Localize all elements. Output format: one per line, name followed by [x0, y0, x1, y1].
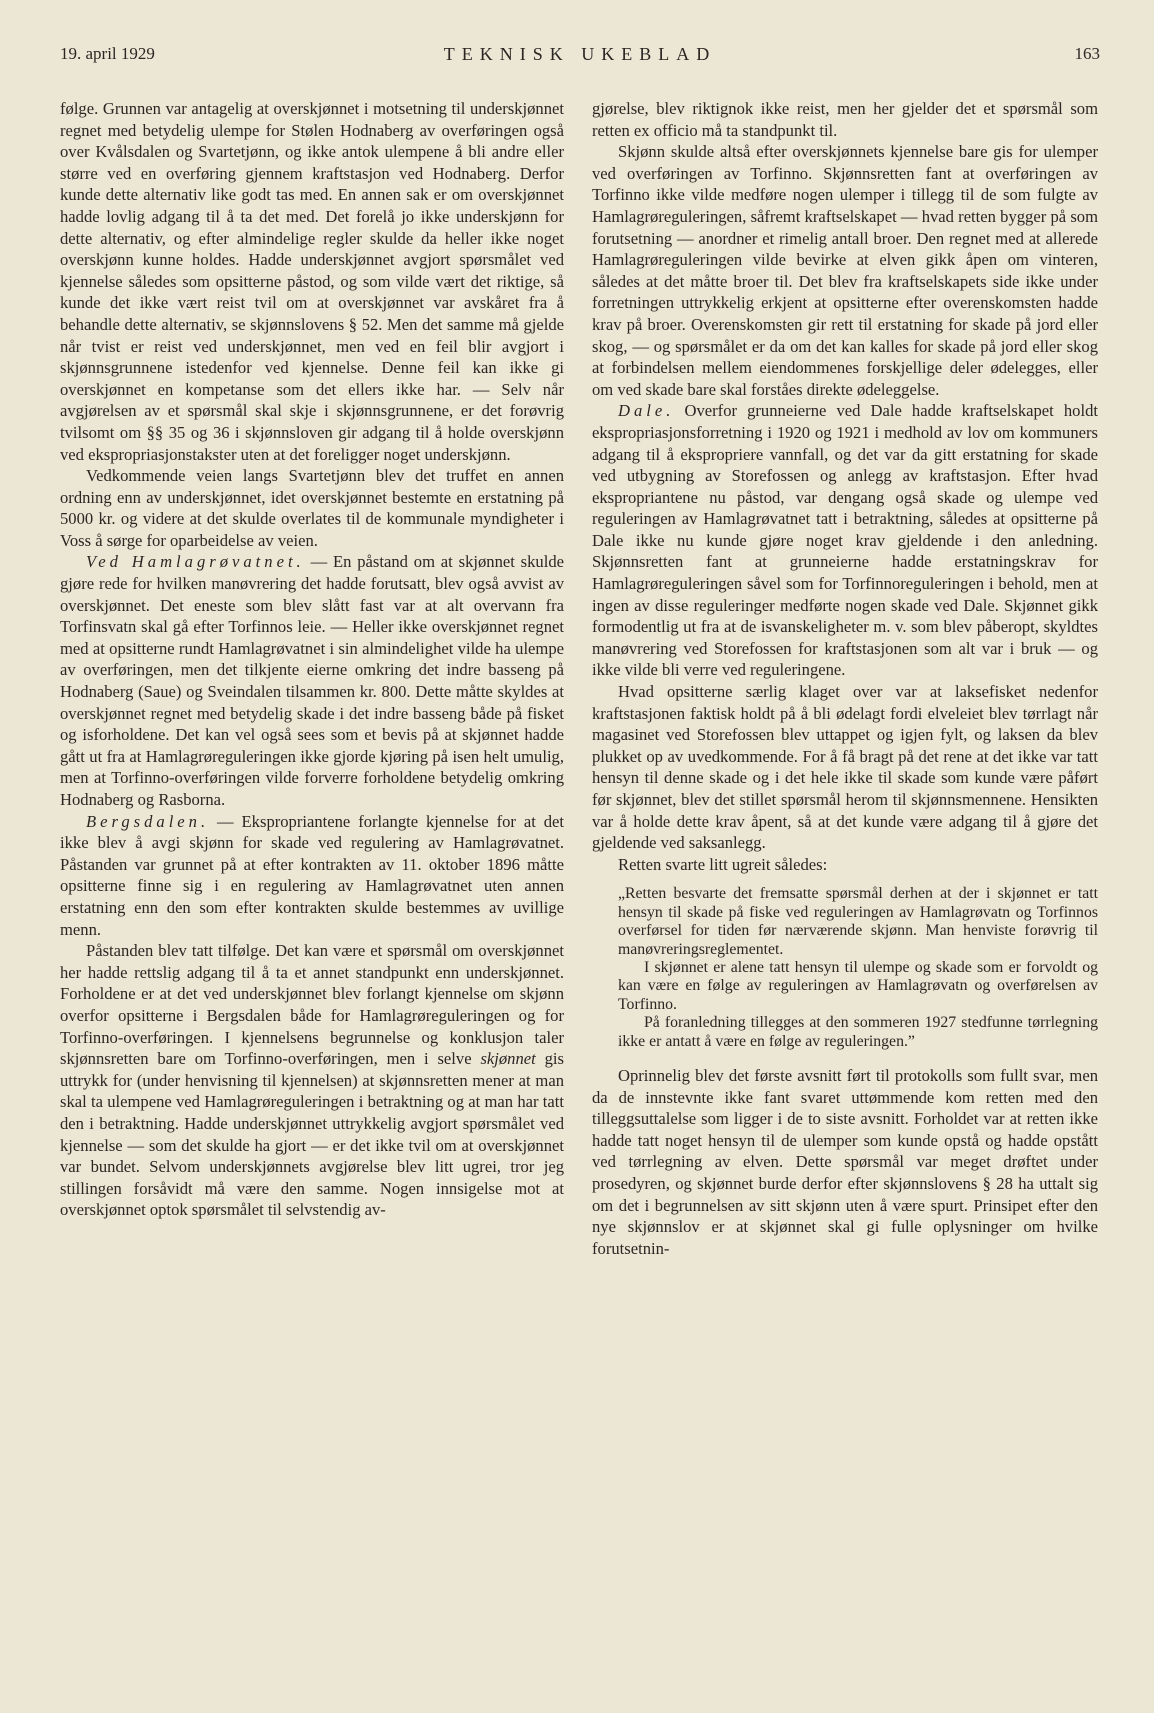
quote-paragraph: „Retten besvarte det fremsatte spørsmål derhen at der i skjønnet er tatt hensyn til skade på fiske ved reguleringen av Hamlagrøvatn og Torfinnos overførsel for tiden før nærværende skjønn. Man henviste forøvrig til manøvreringsreglementet. [618, 885, 1098, 958]
left-column [60, 98, 564, 1221]
section-heading: Dale. [618, 401, 675, 421]
quote-paragraph: På foranledning tillegges at den sommeren 1927 stedfunne tørrlegning ikke er antatt å være en følge av reguleringen.” [618, 1014, 1098, 1050]
paragraph: Vedkommende veien langs Svartetjønn blev det truffet en annen ordning enn av underskjønnet, idet overskjønnet bestemte en erstatning på 5000 kr. og videre at det skulde overlates til de kommunale myndigheter i Voss å sørge for oparbeidelse av veien. [60, 466, 564, 550]
paragraph [60, 811, 564, 941]
paragraph-text: — Ekspropriantene forlangte kjennelse for at det ikke blev å avgi skjønn for skade ved regulering av Hamlagrøvatnet. Påstanden var grunnet på at efter kontrakten av 11. oktober 1896 måtte opsitterne finne sig i en regulering av Hamlagrøvatnet uten annen erstatning enn den som efter kontrakten skulde bestemmes av uvillige menn. [60, 811, 564, 939]
paragraph: Skjønn skulde altså efter overskjønnets kjennelse bare gis for ulemper ved overføringen av Torfinno. Skjønnsretten fant at overføringen av Torfinno ikke vilde medføre nogen ulemper i tillegg til de som fulgte av Hamlagrøreguleringen, såfremt kraftselskapet — hvad retten bygger på som forutsetning — anordner et rimelig antall broer. Den regnet med at allerede Hamlagrøreguleringen vilde bevirke at elven gikk åpen om vinteren, således at det måtte broer til. Det blev fra kraftselskapets side ikke under forretningen uttrykkelig erkjent at opsitterne efter overenskomsten hadde krav på broer. Overenskomsten gir rett til erstatning for skade på jord eller skog, — og spørsmålet er da om det kan kalles for skade på jord eller skog at forbindelsen mellem eiendommenes forskjellige deler ødelegges, eller om ved skade bare skal forståes direkte ødeleggelse. [592, 142, 1098, 399]
journal-title: TEKNISK UKEBLAD [443, 44, 717, 64]
paragraph: følge. Grunnen var antagelig at overskjønnet i motsetning til underskjønnet regnet med betydelig ulempe for Stølen Hodnaberg av overføringen også over Kvålsdalen og Svartetjønn, og ikke antok ulempene å bli andre eller større ved en overføring gjennem kraftstasjon ved Hodnaberg. Derfor kunde dette alternativ like godt tas med. En annen sak er om overskjønnet hadde lovlig adgang til å ta det med. Det forelå jo ikke underskjønn for dette alternativ, og efter almindelige regler skulde da heller ikke noget overskjønn kunne holdes. Hadde underskjønnet avgjort spørsmålet ved kjennelse således som opsitterne påstod, og som vilde vært det riktige, så kunde det ikke vært reist tvil om at overskjønnet var avskåret fra å behandle dette alternativ, se skjønnslovens § 52. Men det samme må gjelde når tvist er reist ved underskjønnet, men ved en feil blir avgjort i skjønnsgrunnene istedenfor ved kjennelse. Denne feil kan ikke gi overskjønnet en kompetanse som det ellers ikke har. — Selv når avgjørelsen av et spørsmål skal skje i skjønnsgrunnene, er det forøvrig tvilsomt om §§ 35 og 36 i skjønnsloven gir adgang til å holde overskjønn ved ekspropriasjonstakster uten at det foreligger noget underskjønn. [60, 99, 564, 464]
paragraph: gjørelse, blev riktignok ikke reist, men her gjelder det et spørsmål som retten ex officio må ta standpunkt til. [592, 99, 1098, 140]
paragraph [60, 551, 564, 810]
paragraph-text: Påstanden blev tatt tilfølge. Det kan være et spørsmål om overskjønnet her hadde rettslig adgang til å ta et annet standpunkt enn underskjønnet. Forholdene er at det ved underskjønnet blev forlangt kjennelse om skjønn overfor opsitterne i Bergsdalen både for Hamlagrøreguleringen og for Torfinno-overføringen. I kjennelsens begrunnelse og konklusjon taler skjønnsretten bare om Torfinno-overføringen, men i selve [60, 941, 564, 1069]
paragraph-text: — En påstand om at skjønnet skulde gjøre rede for hvilken manøvrering det hadde forutsatt, blev også avvist av overskjønnet. Det eneste som blev slått fast var at alt overvann fra Torfinsvatn skal gå efter Torfinnos leie. — Heller ikke overskjønnet regnet med at opsitterne rundt Hamlagrøvatnet i sin almindelighet vilde ha ulempe av overføringen, men det tilkjente eierne omkring det indre basseng på Hodnaberg (Saue) og Sveindalen tilsammen kr. 800. Dette måtte skyldes at overskjønnet regnet med betydelig skade i det indre basseng både på fisket og isforholdene. Det kan vel også sees som et bevis på at skjønnet hadde gått ut fra at Hamlagrøreguleringen ikke gjorde kjøring på isen helt umulig, men at Torfinno-overføringen vilde forverre forholdene betydelig omkring Hodnaberg og Rasborna. [60, 552, 565, 809]
page-number: 163 [1074, 44, 1100, 63]
right-column [592, 98, 1098, 1259]
paragraph-text: Overfor grunneierne ved Dale hadde kraftselskapet holdt ekspropriasjonsforretning i 1920 og 1921 i medhold av lov om kommuners adgang til å ekspropriere vannfall, og det var da gitt erstatning for skade ved utbygning av Storefossen og anlegg av kraftstasjon. Efter hvad ekspropriantene nu påstod, var dengang også skade og ulempe ved reguleringen av Hamlagrøvatnet tatt i betraktning, således at opsitterne på Dale ikke nu kunde gjøre noget krav gjeldende i den anledning. Skjønnsretten fant at grunneierne hadde erstatningskrav for Hamlagrøreguleringen såvel som for Torfinnoreguleringen i behold, men at ingen av disse reguleringer medførte nogen skade ved Dale. Skjønnet gikk formodentlig ut fra at de isvanskeligheter m. v. som blev påberopt, skyldtes manøvrering ved Storefossen for kraftstasjonen som alt var i bruk — og ikke vilde bli verre ved reguleringene. [592, 401, 1098, 680]
section-heading: Bergsdalen. [86, 811, 210, 831]
court-quote [618, 885, 1098, 1051]
paragraph: Oprinnelig blev det første avsnitt ført til protokolls som fullt svar, men da de innstevnte ikke fant svaret uttømmende kom retten med den tilleggsuttalelse som ligger i de to siste avsnitt. Forholdet var at retten ikke hadde tatt noget hensyn til de ulemper som kunde opstå og hadde opstått ved tørrlegning av elven. Dette spørsmål var meget drøftet under prosedyren, og skjønnet burde derfor efter skjønnslovens § 28 ha uttalt sig om det i begrunnelsen av sitt skjønn uten å være spurt. Prinsipet efter den nye skjønnslov er at skjønnet skal gi fulle oplysninger om hvilke forutsetnin- [592, 1066, 1098, 1258]
paragraph-text: gis uttrykk for (under henvisning til kjennelsen) at skjønnsretten mener at man skal ta ulempene ved Hamlagrøreguleringen i betraktning og at man har tatt den i betraktning. Hadde underskjønnet uttrykkelig avgjort spørsmålet ved kjennelse — som det skulde ha gjort — er det ikke tvil om at overskjønnet var bundet. Selvom underskjønnets avgjørelse blev litt ugrei, tror jeg stillingen forsåvidt må være den samme. Nogen innsigelse mot at overskjønnet optok spørsmålet til selvstendig av- [60, 1049, 564, 1220]
paragraph: Retten svarte litt ugreit således: [618, 854, 828, 874]
page-header [60, 44, 1100, 72]
paragraph: Hvad opsitterne særlig klaget over var at laksefisket nedenfor kraftstasjonen faktisk holdt på å bli ødelagt fordi elveleiet blev tørrlagt når magasinet ved Storefossen blev uttappet og igjen fylt, og laksen da blev plukket op av uvedkommende. For å få bragt på det rene at det ikke var tatt hensyn til denne skade og i det hele ikke til skade som kunde være påført før skjønnet, blev det stillet spørsmål herom til skjønnsmennene. Hensikten var å holde dette krav åpent, så at det kunde være adgang til å gjøre det gjeldende ved saksanlegg. [592, 682, 1098, 853]
emphasis: skjønnet [480, 1049, 536, 1069]
paragraph [592, 400, 1098, 681]
quote-paragraph: I skjønnet er alene tatt hensyn til ulempe og skade som er forvoldt og kan være en følge av reguleringen av Hamlagrøvatn og overførelsen av Torfinno. [618, 959, 1098, 1013]
section-heading: Ved Hamlagrøvatnet. [86, 552, 305, 572]
issue-date: 19. april 1929 [60, 44, 155, 63]
paragraph [60, 940, 564, 1221]
